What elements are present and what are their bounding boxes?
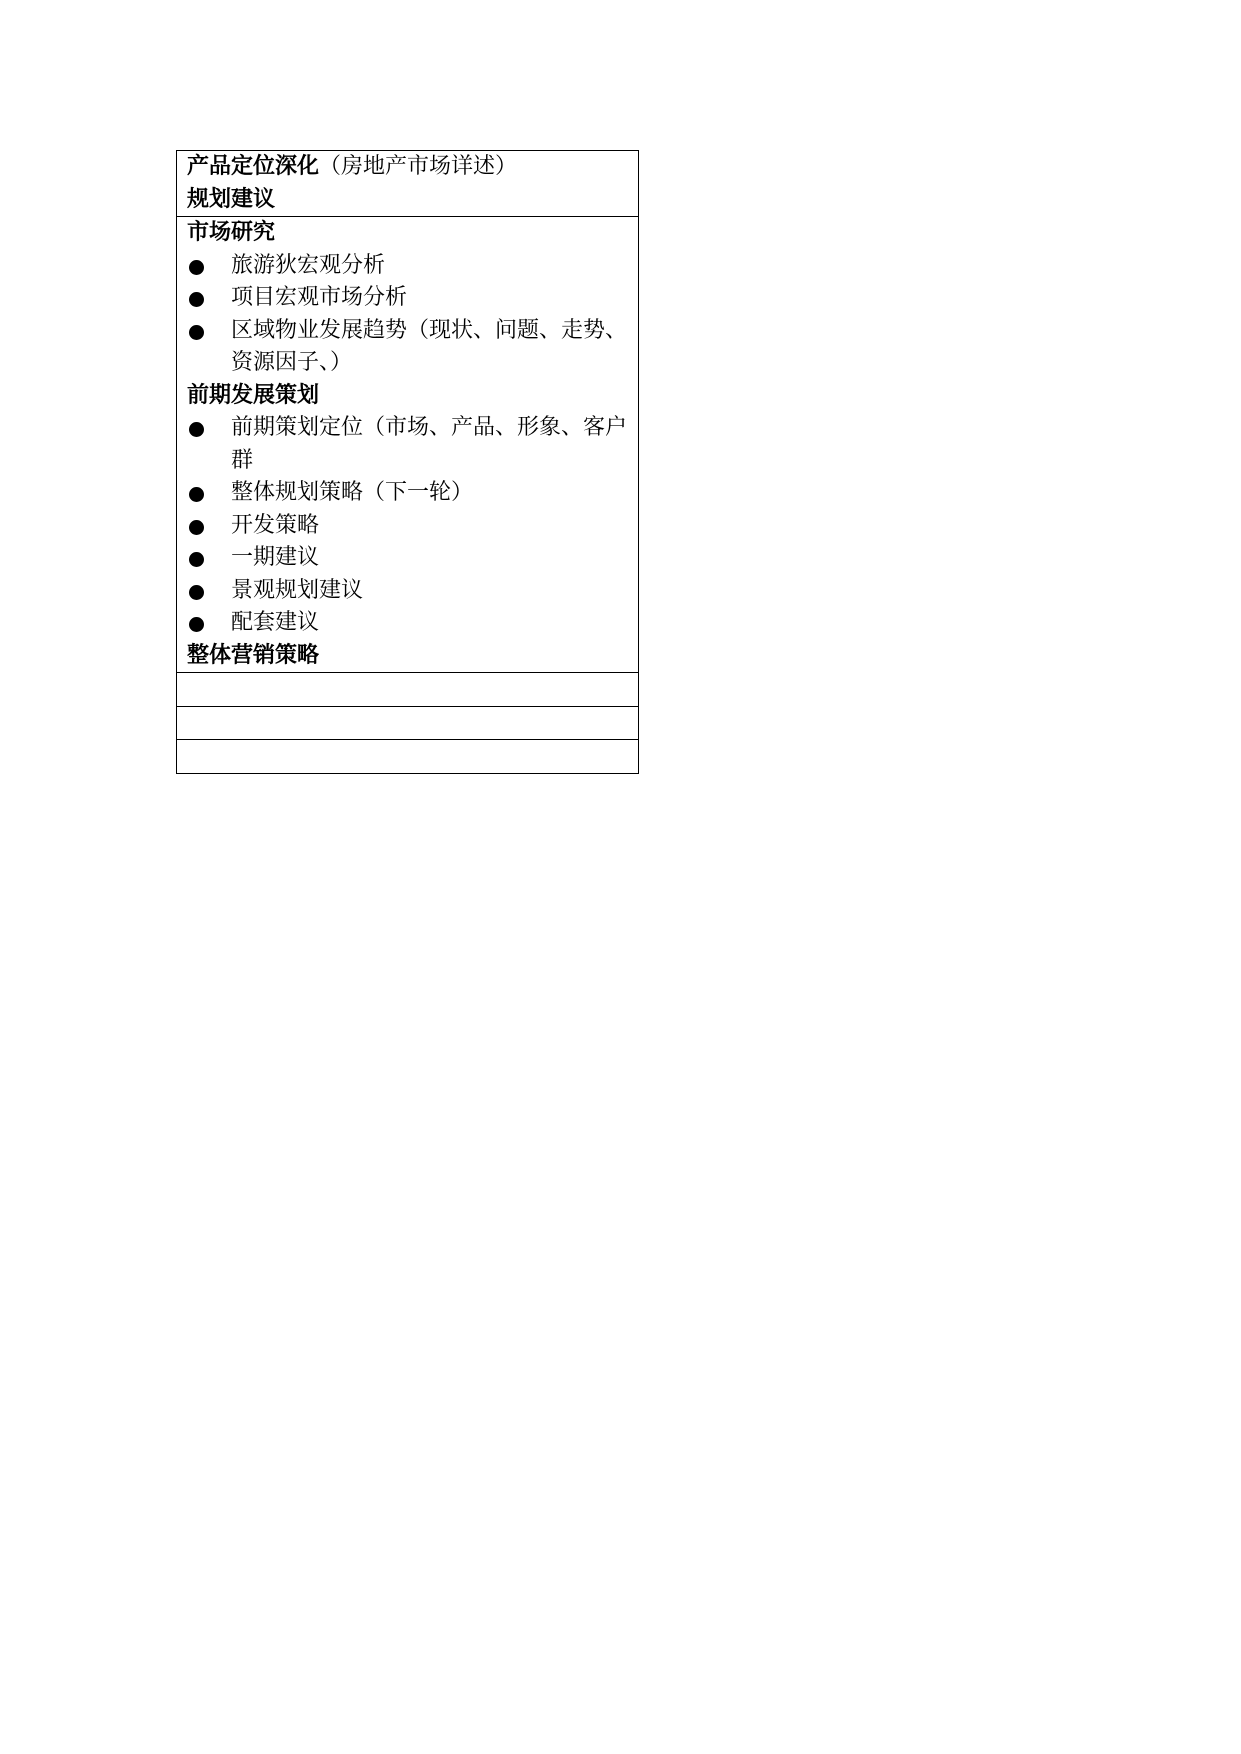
bullet-icon [189,487,204,502]
list-item: 区域物业发展趋势（现状、问题、走势、资源因子、） [187,315,628,380]
early-planning-list [187,412,628,640]
bullet-icon [189,292,204,307]
list-item: 景观规划建议 [187,575,628,608]
bullet-icon [189,325,204,340]
table-row [177,217,639,673]
content-cell [177,217,639,673]
list-item: 整体规划策略（下一轮） [187,477,628,510]
empty-cell [177,673,639,707]
market-research-list [187,250,628,380]
title-bold-text: 产品定位深化 [187,154,320,179]
section-heading-marketing-strategy: 整体营销策略 [187,642,320,668]
bullet-icon [189,552,204,567]
section-heading-market-research: 市场研究 [187,220,276,245]
list-item: 前期策划定位（市场、产品、形象、客户群 [187,412,628,477]
empty-cell [177,740,639,774]
list-item: 一期建议 [187,542,628,575]
section-heading-early-planning: 前期发展策划 [187,382,320,408]
table-row [177,673,639,707]
title-paren-text: （房地产市场详述） [319,154,518,179]
bullet-icon [189,585,204,600]
bullet-icon [189,520,204,535]
planning-table [176,150,639,774]
table-row [177,740,639,774]
list-item: 配套建议 [187,607,628,640]
list-item: 开发策略 [187,510,628,543]
bullet-icon [189,617,204,632]
table-title [187,151,628,184]
table-row [177,706,639,740]
bullet-icon [189,260,204,275]
list-item: 旅游狄宏观分析 [187,250,628,283]
list-item: 项目宏观市场分析 [187,282,628,315]
empty-cell [177,706,639,740]
header-cell [177,151,639,217]
bullet-icon [189,422,204,437]
table-row [177,151,639,217]
table-subtitle: 规划建议 [187,186,276,212]
